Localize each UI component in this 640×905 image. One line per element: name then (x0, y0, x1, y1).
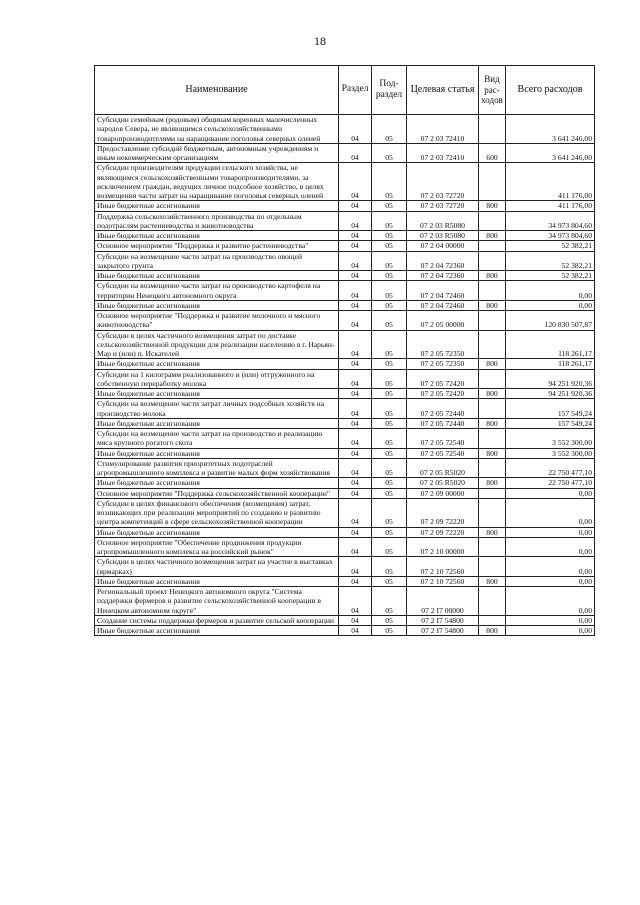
cell-name: Субсидии на 1 килограмм реализованного и (или) отгруженного на собственную переработку молока (95, 369, 339, 389)
header-expense-type: Вид рас-ходов (479, 66, 506, 115)
table-row (95, 281, 595, 301)
cell-target: 07 2 10 72560 (407, 576, 479, 586)
cell-total: 411 176,00 (506, 163, 595, 201)
cell-subsection: 05 (372, 626, 407, 636)
cell-name: Региональный проект Ненецкого автономного округа "Система поддержки фермеров и развитие сельскохозяйственной кооперации в Ненецком автономном округе" (95, 587, 339, 616)
cell-subsection: 05 (372, 311, 407, 331)
cell-section: 04 (339, 537, 372, 557)
cell-target: 07 2 04 72460 (407, 281, 479, 301)
cell-target: 07 2 03 R5080 (407, 211, 479, 231)
table-row (95, 626, 595, 636)
cell-name: Субсидии на возмещение части затрат на производство картофеля на территории Ненецкого автономного округа (95, 281, 339, 301)
cell-name: Иные бюджетные ассигнования (95, 359, 339, 369)
cell-total: 22 750 477,10 (506, 458, 595, 478)
table-row (95, 399, 595, 419)
cell-subsection: 05 (372, 281, 407, 301)
cell-expense-type: 800 (479, 300, 506, 310)
header-target: Целевая статья (407, 66, 479, 115)
cell-section: 04 (339, 527, 372, 537)
cell-total: 118 261,17 (506, 330, 595, 359)
table-row (95, 359, 595, 369)
cell-name: Основное мероприятие "Поддержка сельскохозяйственной кооперации" (95, 488, 339, 498)
cell-subsection: 05 (372, 359, 407, 369)
cell-section: 04 (339, 115, 372, 144)
cell-expense-type (479, 587, 506, 616)
table-row (95, 241, 595, 251)
cell-name: Субсидии производителям продукции сельского хозяйства, не являющимся сельскохозяйственными товаропроизводителями, за исключением граждан, ведущих личное подсобное хозяйство, в целях возмещения части затрат на наращивание поголовья северных оленей (95, 163, 339, 201)
cell-target: 07 2 05 72420 (407, 389, 479, 399)
cell-target: 07 2 03 72720 (407, 163, 479, 201)
cell-expense-type: 800 (479, 527, 506, 537)
cell-expense-type: 800 (479, 359, 506, 369)
table-row (95, 478, 595, 488)
cell-expense-type (479, 429, 506, 449)
cell-name: Иные бюджетные ассигнования (95, 389, 339, 399)
cell-name: Стимулирование развития приоритетных подотраслей агропромышленного комплекса и развитие малых форм хозяйствования (95, 458, 339, 478)
table-row (95, 527, 595, 537)
cell-section: 04 (339, 143, 372, 163)
cell-target: 07 2 05 72540 (407, 448, 479, 458)
cell-section: 04 (339, 587, 372, 616)
cell-total: 118 261,17 (506, 359, 595, 369)
cell-section: 04 (339, 488, 372, 498)
cell-total: 0,00 (506, 615, 595, 625)
cell-total: 411 176,00 (506, 201, 595, 211)
cell-section: 04 (339, 163, 372, 201)
cell-subsection: 05 (372, 115, 407, 144)
cell-subsection: 05 (372, 537, 407, 557)
cell-name: Предоставление субсидий бюджетным, автономным учреждениям и иным некоммерческим организациям (95, 143, 339, 163)
cell-section: 04 (339, 478, 372, 488)
cell-target: 07 2 05 72420 (407, 369, 479, 389)
cell-name: Иные бюджетные ассигнования (95, 271, 339, 281)
cell-subsection: 05 (372, 163, 407, 201)
cell-name: Субсидии в целях финансового обеспечения (возмещения) затрат, возникающих при реализации мероприятий по созданию и развитию центра компетенций в сфере сельскохозяйственной кооперации (95, 498, 339, 527)
table-row (95, 587, 595, 616)
cell-target: 07 2 04 72360 (407, 271, 479, 281)
table-row (95, 211, 595, 231)
cell-name: Субсидии в целях частичного возмещения затрат на участие в выставках (ярмарках) (95, 557, 339, 577)
cell-expense-type (479, 537, 506, 557)
cell-name: Иные бюджетные ассигнования (95, 576, 339, 586)
table-row (95, 115, 595, 144)
cell-expense-type: 800 (479, 271, 506, 281)
cell-name: Поддержка сельскохозяйственного производства по отдельным подотраслям растениеводства и животноводства (95, 211, 339, 231)
table-row (95, 389, 595, 399)
cell-subsection: 05 (372, 478, 407, 488)
table-row (95, 418, 595, 428)
cell-name: Субсидии в целях частичного возмещения затрат по доставке сельскохозяйственной продукции для реализации населению в г. Нарьян-Мар и (или) п. Искателей (95, 330, 339, 359)
cell-section: 04 (339, 626, 372, 636)
cell-section: 04 (339, 399, 372, 419)
cell-subsection: 05 (372, 498, 407, 527)
cell-total: 0,00 (506, 576, 595, 586)
header-total: Всего расходов (506, 66, 595, 115)
cell-target: 07 2 03 72410 (407, 143, 479, 163)
cell-name: Основное мероприятие "Поддержка и развитие молочного и мясного животноводства" (95, 311, 339, 331)
cell-target: 07 2 03 72410 (407, 115, 479, 144)
cell-target: 07 2 10 00000 (407, 537, 479, 557)
cell-name: Иные бюджетные ассигнования (95, 448, 339, 458)
cell-subsection: 05 (372, 143, 407, 163)
cell-target: 07 2 03 R5080 (407, 231, 479, 241)
cell-section: 04 (339, 557, 372, 577)
cell-section: 04 (339, 311, 372, 331)
cell-total: 0,00 (506, 587, 595, 616)
cell-section: 04 (339, 330, 372, 359)
cell-target: 07 2 09 72220 (407, 527, 479, 537)
cell-subsection: 05 (372, 231, 407, 241)
cell-target: 07 2 04 72360 (407, 251, 479, 271)
cell-section: 04 (339, 241, 372, 251)
cell-subsection: 05 (372, 458, 407, 478)
table-row (95, 615, 595, 625)
cell-section: 04 (339, 389, 372, 399)
cell-subsection: 05 (372, 615, 407, 625)
table-row (95, 231, 595, 241)
cell-subsection: 05 (372, 576, 407, 586)
cell-expense-type (479, 211, 506, 231)
cell-subsection: 05 (372, 389, 407, 399)
cell-expense-type (479, 458, 506, 478)
cell-total: 52 382,21 (506, 271, 595, 281)
cell-subsection: 05 (372, 369, 407, 389)
cell-total: 120 830 507,87 (506, 311, 595, 331)
cell-total: 52 382,21 (506, 241, 595, 251)
cell-target: 07 2 05 72440 (407, 418, 479, 428)
cell-total: 94 251 920,36 (506, 389, 595, 399)
table-row (95, 498, 595, 527)
cell-section: 04 (339, 418, 372, 428)
cell-total: 3 641 246,00 (506, 143, 595, 163)
cell-total: 94 251 920,36 (506, 369, 595, 389)
cell-section: 04 (339, 201, 372, 211)
table-row (95, 163, 595, 201)
cell-expense-type (479, 163, 506, 201)
cell-expense-type (479, 399, 506, 419)
cell-total: 157 549,24 (506, 418, 595, 428)
table-row (95, 369, 595, 389)
cell-expense-type (479, 488, 506, 498)
cell-subsection: 05 (372, 429, 407, 449)
cell-total: 34 973 804,60 (506, 211, 595, 231)
cell-name: Субсидии семейным (родовым) общинам коренных малочисленных народов Севера, не являющимся сельскохозяйственными товаропроизводителями на наращивание поголовья северных оленей (95, 115, 339, 144)
cell-target: 07 2 05 72350 (407, 359, 479, 369)
cell-subsection: 05 (372, 300, 407, 310)
cell-expense-type (479, 115, 506, 144)
cell-total: 157 549,24 (506, 399, 595, 419)
cell-target: 07 2 05 00000 (407, 311, 479, 331)
cell-target: 07 2 I7 54800 (407, 615, 479, 625)
cell-target: 07 2 05 R5020 (407, 478, 479, 488)
table-row (95, 251, 595, 271)
cell-section: 04 (339, 429, 372, 449)
cell-subsection: 05 (372, 399, 407, 419)
cell-total: 0,00 (506, 300, 595, 310)
cell-expense-type (479, 557, 506, 577)
cell-target: 07 2 05 72540 (407, 429, 479, 449)
cell-total: 3 552 300,00 (506, 448, 595, 458)
cell-subsection: 05 (372, 448, 407, 458)
cell-total: 22 750 477,10 (506, 478, 595, 488)
cell-name: Субсидии на возмещение части затрат личных подсобных хозяйств на производство молока (95, 399, 339, 419)
table-row (95, 488, 595, 498)
cell-section: 04 (339, 300, 372, 310)
cell-target: 07 2 05 72440 (407, 399, 479, 419)
table-row (95, 143, 595, 163)
cell-name: Создание системы поддержки фермеров и развитие сельской кооперации (95, 615, 339, 625)
cell-subsection: 05 (372, 330, 407, 359)
cell-name: Иные бюджетные ассигнования (95, 527, 339, 537)
cell-subsection: 05 (372, 271, 407, 281)
cell-expense-type (479, 311, 506, 331)
cell-expense-type: 800 (479, 418, 506, 428)
cell-target: 07 2 I7 54800 (407, 626, 479, 636)
cell-total: 0,00 (506, 527, 595, 537)
cell-target: 07 2 I7 00000 (407, 587, 479, 616)
table-row (95, 448, 595, 458)
cell-section: 04 (339, 231, 372, 241)
cell-expense-type: 800 (479, 201, 506, 211)
cell-section: 04 (339, 251, 372, 271)
cell-name: Иные бюджетные ассигнования (95, 300, 339, 310)
header-section: Раздел (339, 66, 372, 115)
cell-total: 0,00 (506, 557, 595, 577)
cell-expense-type (479, 241, 506, 251)
cell-name: Иные бюджетные ассигнования (95, 418, 339, 428)
cell-name: Иные бюджетные ассигнования (95, 478, 339, 488)
cell-name: Иные бюджетные ассигнования (95, 231, 339, 241)
cell-name: Иные бюджетные ассигнования (95, 201, 339, 211)
cell-target: 07 2 03 72720 (407, 201, 479, 211)
table-row (95, 458, 595, 478)
cell-target: 07 2 10 72560 (407, 557, 479, 577)
cell-expense-type (479, 281, 506, 301)
budget-table (94, 65, 595, 636)
page-number: 18 (314, 34, 326, 48)
cell-section: 04 (339, 211, 372, 231)
cell-subsection: 05 (372, 527, 407, 537)
cell-total: 0,00 (506, 498, 595, 527)
table-row (95, 300, 595, 310)
table-row (95, 557, 595, 577)
cell-subsection: 05 (372, 587, 407, 616)
cell-section: 04 (339, 448, 372, 458)
cell-subsection: 05 (372, 241, 407, 251)
cell-expense-type: 800 (479, 478, 506, 488)
cell-expense-type (479, 498, 506, 527)
cell-name: Субсидии на возмещение части затрат на производство и реализацию мяса крупного рогатого скота (95, 429, 339, 449)
table-row (95, 576, 595, 586)
cell-section: 04 (339, 576, 372, 586)
cell-expense-type: 800 (479, 576, 506, 586)
cell-expense-type: 800 (479, 448, 506, 458)
cell-expense-type: 600 (479, 143, 506, 163)
table-row (95, 271, 595, 281)
cell-total: 3 641 246,00 (506, 115, 595, 144)
cell-section: 04 (339, 271, 372, 281)
cell-expense-type (479, 615, 506, 625)
cell-target: 07 2 05 R5020 (407, 458, 479, 478)
table-header (95, 66, 595, 115)
table-row (95, 429, 595, 449)
cell-expense-type: 800 (479, 626, 506, 636)
table-row (95, 201, 595, 211)
cell-target: 07 2 04 00000 (407, 241, 479, 251)
cell-total: 0,00 (506, 488, 595, 498)
cell-target: 07 2 09 00000 (407, 488, 479, 498)
cell-section: 04 (339, 281, 372, 301)
table-row (95, 330, 595, 359)
table-row (95, 311, 595, 331)
cell-subsection: 05 (372, 201, 407, 211)
cell-subsection: 05 (372, 557, 407, 577)
cell-expense-type (479, 251, 506, 271)
cell-expense-type (479, 330, 506, 359)
cell-section: 04 (339, 359, 372, 369)
cell-section: 04 (339, 369, 372, 389)
cell-name: Иные бюджетные ассигнования (95, 626, 339, 636)
header-subsection: Под-раздел (372, 66, 407, 115)
cell-target: 07 2 09 72220 (407, 498, 479, 527)
cell-name: Основное мероприятие "Поддержка и развитие растениеводства" (95, 241, 339, 251)
cell-total: 0,00 (506, 626, 595, 636)
cell-expense-type (479, 369, 506, 389)
cell-target: 07 2 05 72350 (407, 330, 479, 359)
cell-expense-type: 800 (479, 231, 506, 241)
cell-target: 07 2 04 72460 (407, 300, 479, 310)
cell-total: 34 973 804,60 (506, 231, 595, 241)
header-name: Наименование (95, 66, 339, 115)
cell-total: 3 552 300,00 (506, 429, 595, 449)
cell-expense-type: 800 (479, 389, 506, 399)
cell-section: 04 (339, 615, 372, 625)
cell-total: 0,00 (506, 537, 595, 557)
cell-subsection: 05 (372, 251, 407, 271)
cell-total: 0,00 (506, 281, 595, 301)
cell-section: 04 (339, 458, 372, 478)
cell-total: 52 382,21 (506, 251, 595, 271)
cell-subsection: 05 (372, 418, 407, 428)
table-body (95, 115, 595, 636)
cell-subsection: 05 (372, 211, 407, 231)
cell-name: Основное мероприятие "Обеспечение продвижения продукции агропромышленного комплекса на российский рынок" (95, 537, 339, 557)
cell-name: Субсидии на возмещение части затрат на производство овощей закрытого грунта (95, 251, 339, 271)
cell-subsection: 05 (372, 488, 407, 498)
cell-section: 04 (339, 498, 372, 527)
table-row (95, 537, 595, 557)
